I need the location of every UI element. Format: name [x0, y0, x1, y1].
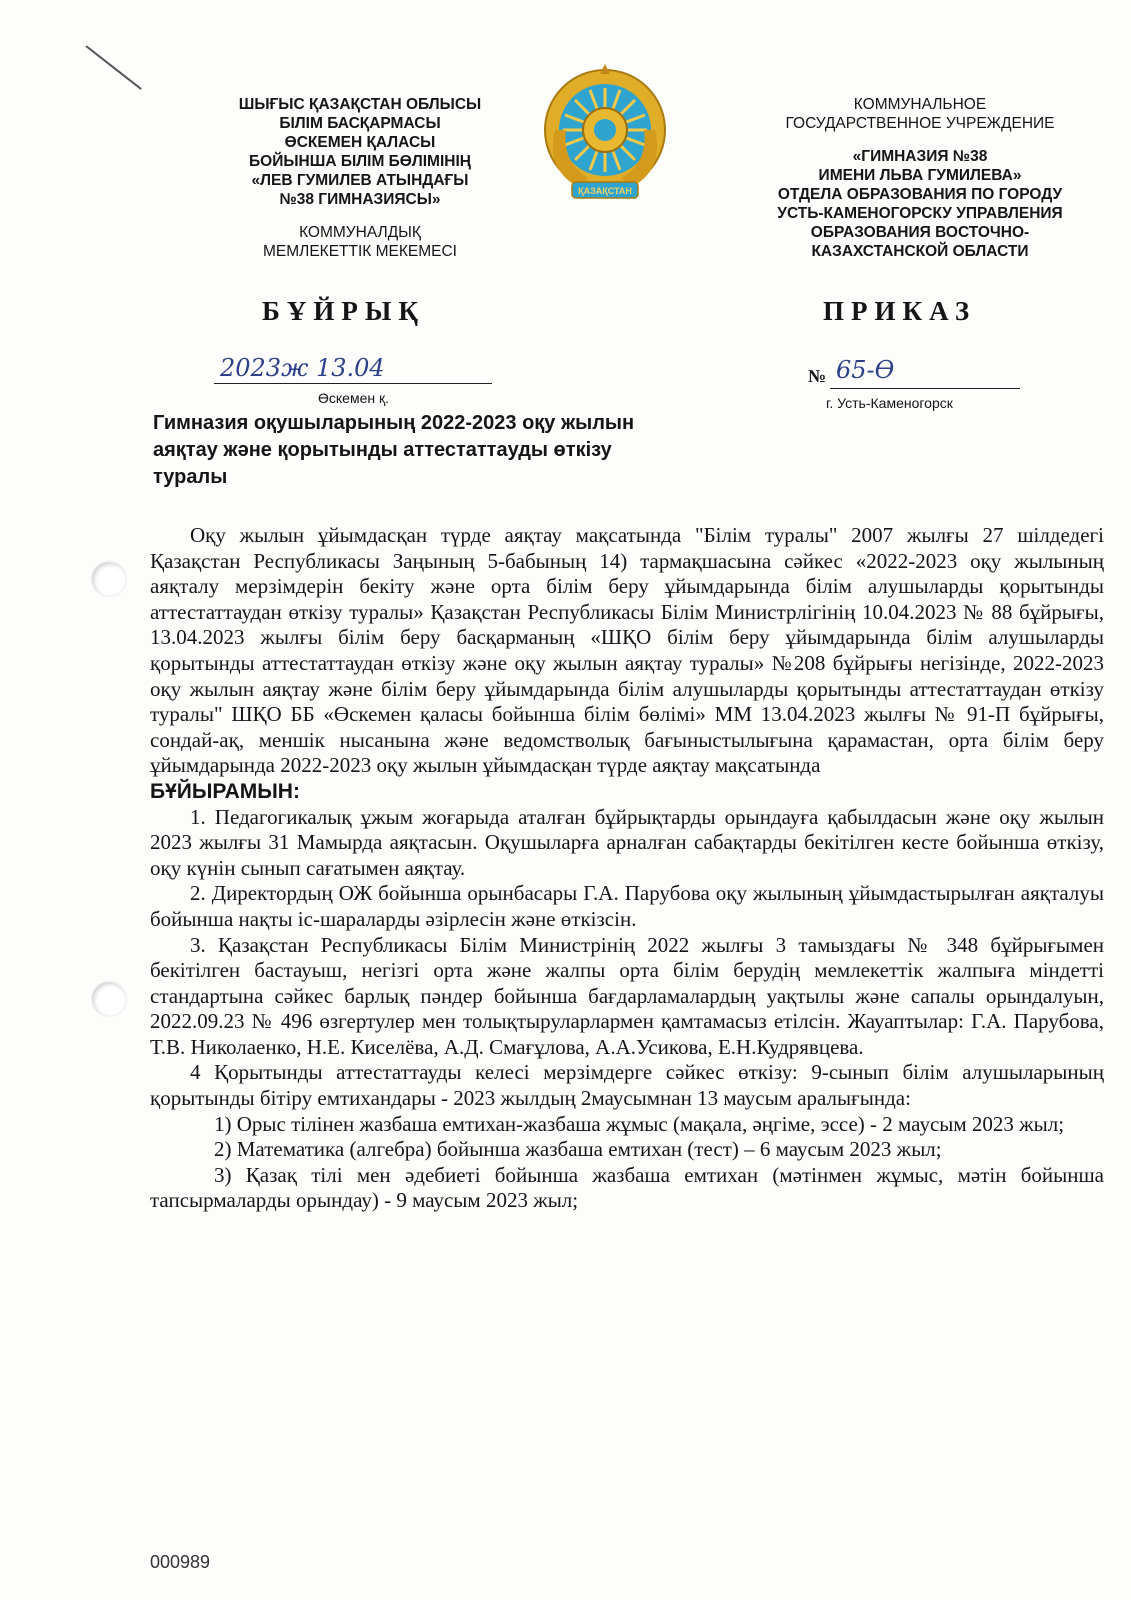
header-left-line: ӨСКЕМЕН ҚАЛАСЫ [284, 134, 436, 151]
header-left-line: БОЙЫНША БІЛІМ БӨЛІМІНІҢ [249, 153, 471, 170]
order-subject: Гимназия оқушыларының 2022-2023 оқу жылын аяқтау және қорытынды аттестаттауды өткізу туралы [153, 412, 635, 488]
order-title-ru: ПРИКАЗ [823, 296, 977, 326]
header-left [200, 95, 520, 261]
subclause-3: 3) Қазақ тілі мен әдебиеті бойынша жазбаша емтихан (мәтінмен жұмыс, мәтін бойынша тапсырмаларды орындау) - 9 маусым 2023 жыл; [150, 1162, 1104, 1213]
state-emblem-icon [540, 60, 670, 210]
header-left-line: БІЛІМ БАСҚАРМАСЫ [279, 115, 441, 132]
header-right-line: ИМЕНИ ЛЬВА ГУМИЛЕВА» [818, 167, 1022, 184]
punch-hole [92, 982, 126, 1016]
order-title-kk: БҰЙРЫҚ [262, 296, 425, 326]
footer-serial-number: 000989 [150, 1552, 211, 1572]
decree-heading: БҰЙЫРАМЫН: [150, 779, 300, 803]
handwritten-date: 2023ж 13.04 [220, 354, 385, 382]
date-underline [214, 383, 492, 384]
city-ru: г. Усть-Каменогорск [826, 395, 953, 411]
subclause-2: 2) Математика (алгебра) бойынша жазбаша емтихан (тест) – 6 маусым 2023 жыл; [214, 1137, 942, 1162]
header-left-line: ШЫҒЫС ҚАЗАҚСТАН ОБЛЫСЫ [238, 96, 482, 113]
header-right [730, 95, 1110, 261]
clause-1: 1. Педагогикалық ұжым жоғарыда аталған бұйрықтарды орындауға қабылдасын және оқу жылын 2023 жылғы 31 Мамырда аяқтасын. Оқушыларға арналған сабақтарды бекітілген кесте бойынша өткізу, оқу күнін сынып сағатымен аяқтау. [150, 804, 1104, 880]
number-underline [830, 388, 1020, 389]
header-right-line: ОБРАЗОВАНИЯ ВОСТОЧНО- [810, 224, 1030, 241]
punch-hole [92, 562, 126, 596]
number-label: № [808, 366, 827, 386]
header-right-line: КОММУНАЛЬНОЕ [853, 96, 987, 113]
header-right-line: ГОСУДАРСТВЕННОЕ УЧРЕЖДЕНИЕ [785, 115, 1055, 132]
header-left-line: «ЛЕВ ГУМИЛЕВ АТЫНДАҒЫ [251, 172, 469, 189]
header-left-line: №38 ГИМНАЗИЯСЫ» [279, 191, 441, 208]
header-right-line: КАЗАХСТАНСКОЙ ОБЛАСТИ [811, 243, 1029, 260]
header-right-line: УСТЬ-КАМЕНОГОРСКУ УПРАВЛЕНИЯ [777, 205, 1063, 222]
scan-mark [85, 45, 141, 90]
header-left-line: МЕМЛЕКЕТТІК МЕКЕМЕСІ [263, 243, 457, 260]
clause-2: 2. Директордың ОЖ бойынша орынбасары Г.А. Парубова оқу жылының ұйымдастырылған аяқталуы бойынша нақты іс-шараларды әзірлесін және өткізсін. [150, 881, 1104, 931]
header-left-line: КОММУНАЛДЫҚ [299, 224, 421, 241]
handwritten-number: 65-Ө [836, 356, 895, 384]
header-right-line: ОТДЕЛА ОБРАЗОВАНИЯ ПО ГОРОДУ [777, 186, 1063, 203]
order-body [150, 523, 1104, 1214]
header-right-line: «ГИМНАЗИЯ №38 [852, 148, 988, 165]
clause-4: 4 Қорытынды аттестаттауды келесі мерзімдерге сәйкес өткізу: 9-сынып білім алушыларының қорытынды бітіру емтихандары - 2023 жылдың 2маусымнан 13 маусым аралығында: [150, 1060, 1104, 1111]
emblem-text: ҚАЗАҚСТАН [578, 186, 632, 196]
clause-3: 3. Қазақстан Республикасы Білім Министрінің 2022 жылғы 3 тамыздағы № 348 бұйрығымен бекітілген бастауыш, негізгі орта және жалпы орта білім берудің мемлекеттік жалпыға міндетті стандартына сәйкес барлық пәндер бойынша бағдарламалардың уақтылы және сапалы орындалуын, 2022.09.23 № 496 өзгертулер мен толықтыруларлармен қамтамасыз етілсін. Жауаптылар: Г.А. Парубова, Т.В. Николаенко, Н.Е. Киселёва, А.Д. Смағұлова, А.А.Усикова, Е.Н.Кудрявцева. [150, 932, 1104, 1059]
preamble-paragraph: Оқу жылын ұйымдасқан түрде аяқтау мақсатында "Білім туралы" 2007 жылғы 27 шілдедегі Қазақстан Республикасы Заңының 5-бабының 14) тармақшасына сәйкес «2022-2023 оқу жылының аяқталу мерзімдерін бекіту және орта білім беру ұйымдарында білім алушыларды қорытынды аттестаттаудан өткізу туралы» Қазақстан Республикасы Білім Министрлігінің 10.04.2023 № 88 бұйрығы, 13.04.2023 жылғы білім беру басқарманың «ШҚО білім беру ұйымдарында білім алушыларды қорытынды аттестаттаудан өткізу және оқу жылын аяқтау туралы» №208 бұйрығы негізінде, 2022-2023 оқу жылын аяқтау және білім беру ұйымдарында білім алушыларды қорытынды аттестаттаудан өткізу туралы" ШҚО ББ «Өскемен қаласы бойынша білім бөлімі» ММ 13.04.2023 жылғы № 91-П бұйрығы, сондай-ақ, меншік нысанына және ведомстволық бағыныстылығына қарамастан, орта білім беру ұйымдарында 2022-2023 оқу жылын ұйымдасқан түрде аяқтау мақсатында [150, 523, 1104, 778]
city-kk: Өскемен қ. [318, 390, 390, 406]
subclause-1: 1) Орыс тілінен жазбаша емтихан-жазбаша жұмыс (мақала, әңгіме, эссе) - 2 маусым 2023 жыл; [214, 1111, 1065, 1136]
